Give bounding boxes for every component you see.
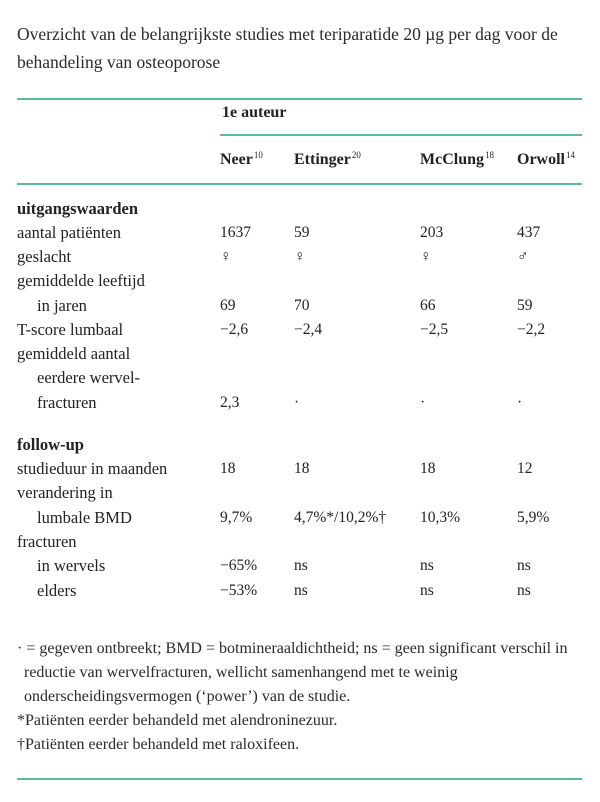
table-cell: ns [420, 582, 434, 599]
row-label: in jaren [37, 296, 87, 315]
section-header-row [0, 433, 600, 457]
table-cell: −2,6 [220, 321, 249, 338]
row-label: verandering in [17, 483, 113, 502]
table-cell: 9,7% [220, 509, 253, 526]
table-row [0, 245, 600, 269]
row-label: gemiddeld aantal [17, 344, 131, 363]
column-header-neer [220, 150, 263, 169]
row-label: fracturen [17, 532, 77, 551]
table-row [0, 269, 600, 293]
table-cell: · [517, 394, 523, 411]
footnote-dagger: †Patiënten eerder behandeld met raloxifeen. [17, 736, 300, 753]
row-label: fracturen [37, 393, 97, 412]
row-label: in wervels [37, 556, 106, 575]
table-cell: 18 [220, 460, 236, 477]
reference-number: 18 [485, 150, 494, 160]
table-row [0, 318, 600, 342]
table-cell: ♀ [220, 248, 232, 265]
top-rule [17, 98, 582, 100]
column-name: Orwoll [517, 151, 565, 168]
column-header-orwoll [517, 150, 575, 169]
table-cell: ns [294, 557, 308, 574]
row-label: aantal patiënten [17, 223, 121, 242]
table-cell: ns [420, 557, 434, 574]
table-row [0, 391, 600, 415]
table-cell: 18 [420, 460, 436, 477]
bottom-rule [17, 778, 582, 780]
column-name: McClung [420, 151, 484, 168]
table-cell: 59 [294, 224, 310, 241]
table-cell: 437 [517, 224, 541, 241]
row-label: lumbale BMD [37, 508, 132, 527]
table-cell: 1637 [220, 224, 251, 241]
author-group-header: 1e auteur [222, 104, 287, 121]
footnote-asterisk: *Patiënten eerder behandeld met alendroninezuur. [17, 712, 338, 729]
table-cell: ♂ [517, 248, 529, 265]
table-cell: −53% [220, 582, 258, 599]
section-label: uitgangswaarden [17, 199, 139, 218]
table-cell: 4,7%*/10,2%† [294, 509, 387, 526]
author-rule [220, 134, 582, 136]
table-row [0, 506, 600, 530]
row-label: geslacht [17, 247, 72, 266]
table-cell: 12 [517, 460, 533, 477]
table-row [0, 579, 600, 603]
column-name: Neer [220, 151, 253, 168]
table-cell: −2,4 [294, 321, 323, 338]
table-cell: 5,9% [517, 509, 550, 526]
table-cell: 18 [294, 460, 310, 477]
table-caption: Overzicht van de belangrijkste studies met teriparatide 20 µg per dag voor de behandeling van osteoporose [17, 24, 558, 72]
table-cell: ns [294, 582, 308, 599]
reference-number: 14 [566, 150, 575, 160]
column-name: Ettinger [294, 151, 351, 168]
section-header-row [0, 197, 600, 221]
row-label: studieduur in maanden [17, 459, 168, 478]
table-cell: ♀ [420, 248, 432, 265]
table-cell: 66 [420, 297, 436, 314]
header-bottom-rule [17, 183, 582, 185]
table-row [0, 294, 600, 318]
table-cell: · [420, 394, 426, 411]
table-cell: · [294, 394, 300, 411]
row-label: elders [37, 581, 77, 600]
table-cell: 70 [294, 297, 310, 314]
table-row [0, 554, 600, 578]
column-header-mcclung [420, 150, 494, 169]
table-row [0, 481, 600, 505]
table-row [0, 530, 600, 554]
column-header-ettinger [294, 150, 361, 169]
section-label: follow-up [17, 435, 84, 454]
table-cell: 10,3% [420, 509, 461, 526]
table-row [0, 342, 600, 366]
table-row [0, 457, 600, 481]
reference-number: 20 [351, 150, 361, 160]
reference-number: 10 [253, 150, 263, 160]
row-label: eerdere wervel- [37, 368, 141, 387]
row-label: gemiddelde leeftijd [17, 271, 145, 290]
row-label: T-score lumbaal [17, 320, 124, 339]
table-cell: 2,3 [220, 394, 240, 411]
table-cell: 59 [517, 297, 533, 314]
table-row [0, 221, 600, 245]
table-cell: ♀ [294, 248, 306, 265]
table-cell: −65% [220, 557, 258, 574]
table-cell: −2,2 [517, 321, 546, 338]
table-row [0, 366, 600, 390]
table-cell: 203 [420, 224, 444, 241]
table-cell: 69 [220, 297, 236, 314]
footnote-legend: · = gegeven ontbreekt; BMD = botmineraaldichtheid; ns = geen significant verschil in reductie van wervelfracturen, wellicht samenhangend met te weinig onderscheidingsvermogen (‘power’) van de studie. [17, 640, 568, 705]
table-cell: −2,5 [420, 321, 449, 338]
table-cell: ns [517, 557, 531, 574]
footnotes [17, 637, 592, 757]
table-cell: ns [517, 582, 531, 599]
